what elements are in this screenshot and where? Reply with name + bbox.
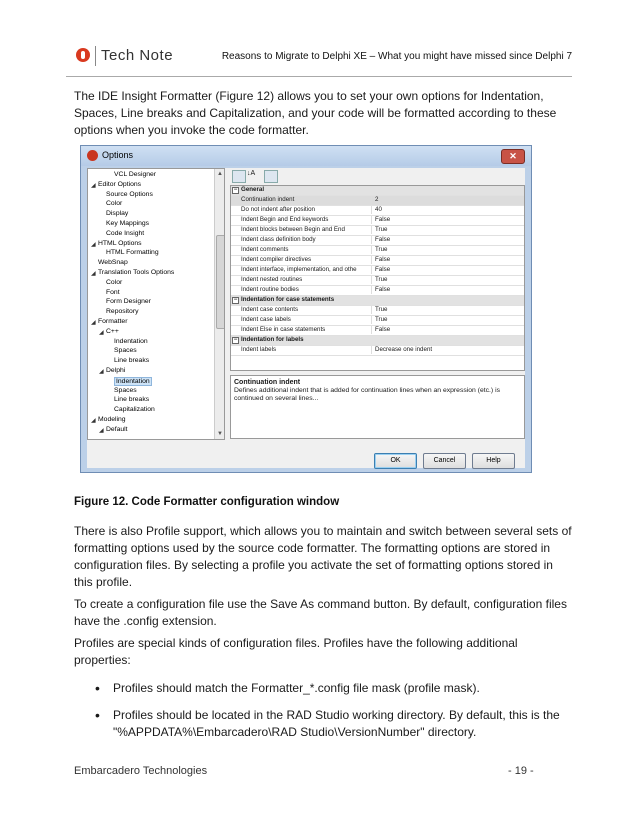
- property-name: Indent case labels: [241, 316, 291, 323]
- property-value[interactable]: False: [371, 216, 515, 224]
- property-value[interactable]: False: [371, 236, 515, 244]
- property-value[interactable]: False: [371, 256, 515, 264]
- tree-node[interactable]: Formatter: [98, 318, 128, 325]
- tree-node[interactable]: C++: [106, 327, 119, 335]
- description-text: Defines additional indent that is added for continuation lines when an expression (etc.) is continued on several lines...: [234, 387, 500, 402]
- property-name: Indent routine bodies: [241, 286, 299, 293]
- list-item: • Profiles should match the Formatter_*.config file mask (profile mask).: [74, 680, 574, 697]
- header-rule: [66, 76, 572, 77]
- property-value[interactable]: False: [371, 266, 515, 274]
- tree-node[interactable]: WebSnap: [98, 259, 128, 267]
- scroll-up-icon[interactable]: ▲: [217, 171, 223, 177]
- tree-node[interactable]: Modeling: [98, 416, 126, 423]
- dialog-title: Options: [102, 150, 134, 160]
- tree-node[interactable]: Delphi: [106, 367, 126, 374]
- tree-node[interactable]: Indentation: [114, 337, 148, 345]
- figure-caption: Figure 12. Code Formatter configuration window: [74, 496, 340, 508]
- tree-node[interactable]: Default: [106, 425, 128, 433]
- expand-triangle-icon[interactable]: ◢: [99, 427, 104, 434]
- grid-row[interactable]: [231, 316, 525, 326]
- dialog-client: [87, 168, 525, 468]
- categorized-icon[interactable]: [232, 170, 246, 183]
- grid-row[interactable]: [231, 346, 525, 356]
- help-button[interactable]: Help: [472, 453, 515, 469]
- tree-node[interactable]: Spaces: [114, 386, 137, 394]
- config-paragraph: To create a configuration file use the Save As command button. By default, configuration files have the .config extension.: [74, 597, 567, 628]
- collapse-icon[interactable]: −: [233, 337, 238, 343]
- tree-node[interactable]: HTML Options: [98, 239, 142, 247]
- collapse-icon[interactable]: −: [233, 187, 238, 193]
- property-grid[interactable]: [230, 185, 525, 371]
- property-value[interactable]: True: [371, 316, 515, 324]
- scroll-thumb[interactable]: [216, 235, 225, 329]
- tree-node[interactable]: Color: [106, 278, 123, 286]
- page-header: [66, 46, 572, 76]
- property-name: Indent Else in case statements: [241, 326, 326, 333]
- grid-row[interactable]: [231, 196, 525, 206]
- profile-properties-list: [74, 680, 574, 751]
- property-name: Do not indent after position: [241, 206, 315, 213]
- property-name: General: [241, 186, 265, 193]
- footer-company: Embarcadero Technologies: [74, 765, 208, 777]
- grid-row[interactable]: [231, 276, 525, 286]
- tree-node[interactable]: Code Insight: [106, 229, 145, 237]
- close-icon[interactable]: ✕: [501, 149, 525, 164]
- profile-paragraph: There is also Profile support, which allows you to maintain and switch between several sets of formatting options used by the source code formatter. The formatting options are stored in configuration files. By selecting a profile you activate the set of formatting options stored in this profile.: [74, 524, 572, 589]
- grid-row[interactable]: [231, 206, 525, 216]
- grid-row[interactable]: [231, 236, 525, 246]
- property-description: [230, 375, 525, 439]
- grid-row[interactable]: [231, 256, 525, 266]
- grid-row[interactable]: [231, 306, 525, 316]
- scroll-down-icon[interactable]: ▼: [217, 431, 223, 437]
- grid-row[interactable]: [231, 246, 525, 256]
- property-name: Indent labels: [241, 346, 277, 353]
- tree-node[interactable]: Form Designer: [106, 298, 151, 306]
- grid-category[interactable]: [231, 296, 525, 306]
- property-value[interactable]: True: [371, 276, 515, 284]
- page-number: - 19 -: [508, 765, 534, 777]
- header-divider: [95, 46, 96, 66]
- property-value[interactable]: Decrease one indent: [371, 346, 515, 354]
- expand-triangle-icon[interactable]: ◢: [91, 320, 96, 326]
- tree-node[interactable]: Source Options: [106, 190, 153, 198]
- property-name: Indent interface, implementation, and othe: [241, 266, 357, 273]
- tree-node[interactable]: VCL Designer: [114, 171, 157, 178]
- document-title: Reasons to Migrate to Delphi XE – What you might have missed since Delphi 7: [221, 51, 572, 62]
- property-name: Indent class definition body: [241, 236, 316, 243]
- property-name: Indent blocks between Begin and End: [241, 226, 345, 233]
- tree-node[interactable]: HTML Formatting: [106, 249, 159, 257]
- tree-scrollbar[interactable]: [214, 169, 225, 439]
- property-name: Indent Begin and End keywords: [241, 216, 329, 223]
- grid-category[interactable]: [231, 186, 525, 196]
- grid-category[interactable]: [231, 336, 525, 346]
- expand-triangle-icon[interactable]: ◢: [91, 241, 96, 248]
- tree-node[interactable]: Capitalization: [114, 406, 155, 414]
- property-name: Continuation indent: [241, 196, 295, 203]
- tree-node[interactable]: Repository: [106, 308, 139, 316]
- grid-row[interactable]: [231, 326, 525, 336]
- app-icon: [87, 150, 98, 161]
- property-pages-icon[interactable]: [264, 170, 278, 183]
- expand-triangle-icon[interactable]: ◢: [91, 418, 96, 424]
- options-dialog-screenshot: [80, 145, 532, 473]
- options-tree[interactable]: [87, 168, 225, 440]
- collapse-icon[interactable]: −: [233, 297, 238, 303]
- sort-alpha-icon[interactable]: ↓A: [247, 170, 256, 177]
- tech-note-brand: Tech Note: [101, 47, 174, 64]
- list-item: • Profiles should be located in the RAD Studio working directory. By default, this is the "%APPDATA%\Embarcadero\RAD Studio\VersionNumber" directory.: [74, 707, 574, 741]
- tree-node[interactable]: Display: [106, 210, 129, 218]
- property-value[interactable]: True: [371, 246, 515, 254]
- tree-node[interactable]: Line breaks: [114, 357, 150, 365]
- tree-node[interactable]: Color: [106, 200, 123, 208]
- description-title: Continuation indent: [234, 379, 301, 386]
- grid-row[interactable]: [231, 286, 525, 296]
- property-name: Indentation for case statements: [241, 296, 335, 303]
- grid-row[interactable]: [231, 266, 525, 276]
- dialog-titlebar: [81, 146, 531, 166]
- property-value[interactable]: True: [371, 306, 515, 314]
- intro-paragraph: The IDE Insight Formatter (Figure 12) allows you to set your own options for Indentation, Spaces, Line breaks and Capitalization, and your code will be formatted according to these options when you invoke the code formatter.: [74, 89, 557, 137]
- property-value[interactable]: False: [371, 286, 515, 294]
- property-value[interactable]: False: [371, 326, 515, 334]
- profiles-intro-paragraph: Profiles are special kinds of configuration files. Profiles have the following additional properties:: [74, 636, 518, 667]
- cancel-button[interactable]: Cancel: [423, 453, 466, 469]
- grid-row[interactable]: [231, 226, 525, 236]
- property-name: Indent compiler directives: [241, 256, 312, 263]
- tree-node[interactable]: Font: [106, 288, 120, 296]
- tree-node[interactable]: Indentation: [116, 377, 150, 385]
- ok-button[interactable]: OK: [374, 453, 417, 469]
- expand-triangle-icon[interactable]: ◢: [99, 369, 104, 375]
- embarcadero-logo-icon: [76, 48, 90, 62]
- expand-triangle-icon[interactable]: ◢: [99, 329, 104, 336]
- tree-node[interactable]: Editor Options: [98, 180, 142, 188]
- property-name: Indent nested routines: [241, 276, 303, 283]
- properties-panel: [230, 168, 525, 440]
- tree-node[interactable]: Translation Tools Options: [98, 269, 175, 276]
- expand-triangle-icon[interactable]: ◢: [91, 271, 96, 277]
- expand-triangle-icon[interactable]: ◢: [91, 182, 96, 189]
- tree-node[interactable]: Key Mappings: [106, 220, 150, 227]
- property-value[interactable]: 2: [371, 196, 515, 204]
- property-name: Indentation for labels: [241, 336, 304, 343]
- property-value[interactable]: 40: [371, 206, 515, 214]
- property-name: Indent case contents: [241, 306, 299, 313]
- tree-node[interactable]: Spaces: [114, 347, 137, 355]
- tree-node[interactable]: Line breaks: [114, 396, 150, 404]
- property-name: Indent comments: [241, 246, 289, 253]
- grid-toolbar: [230, 168, 525, 184]
- grid-row[interactable]: [231, 216, 525, 226]
- property-value[interactable]: True: [371, 226, 515, 234]
